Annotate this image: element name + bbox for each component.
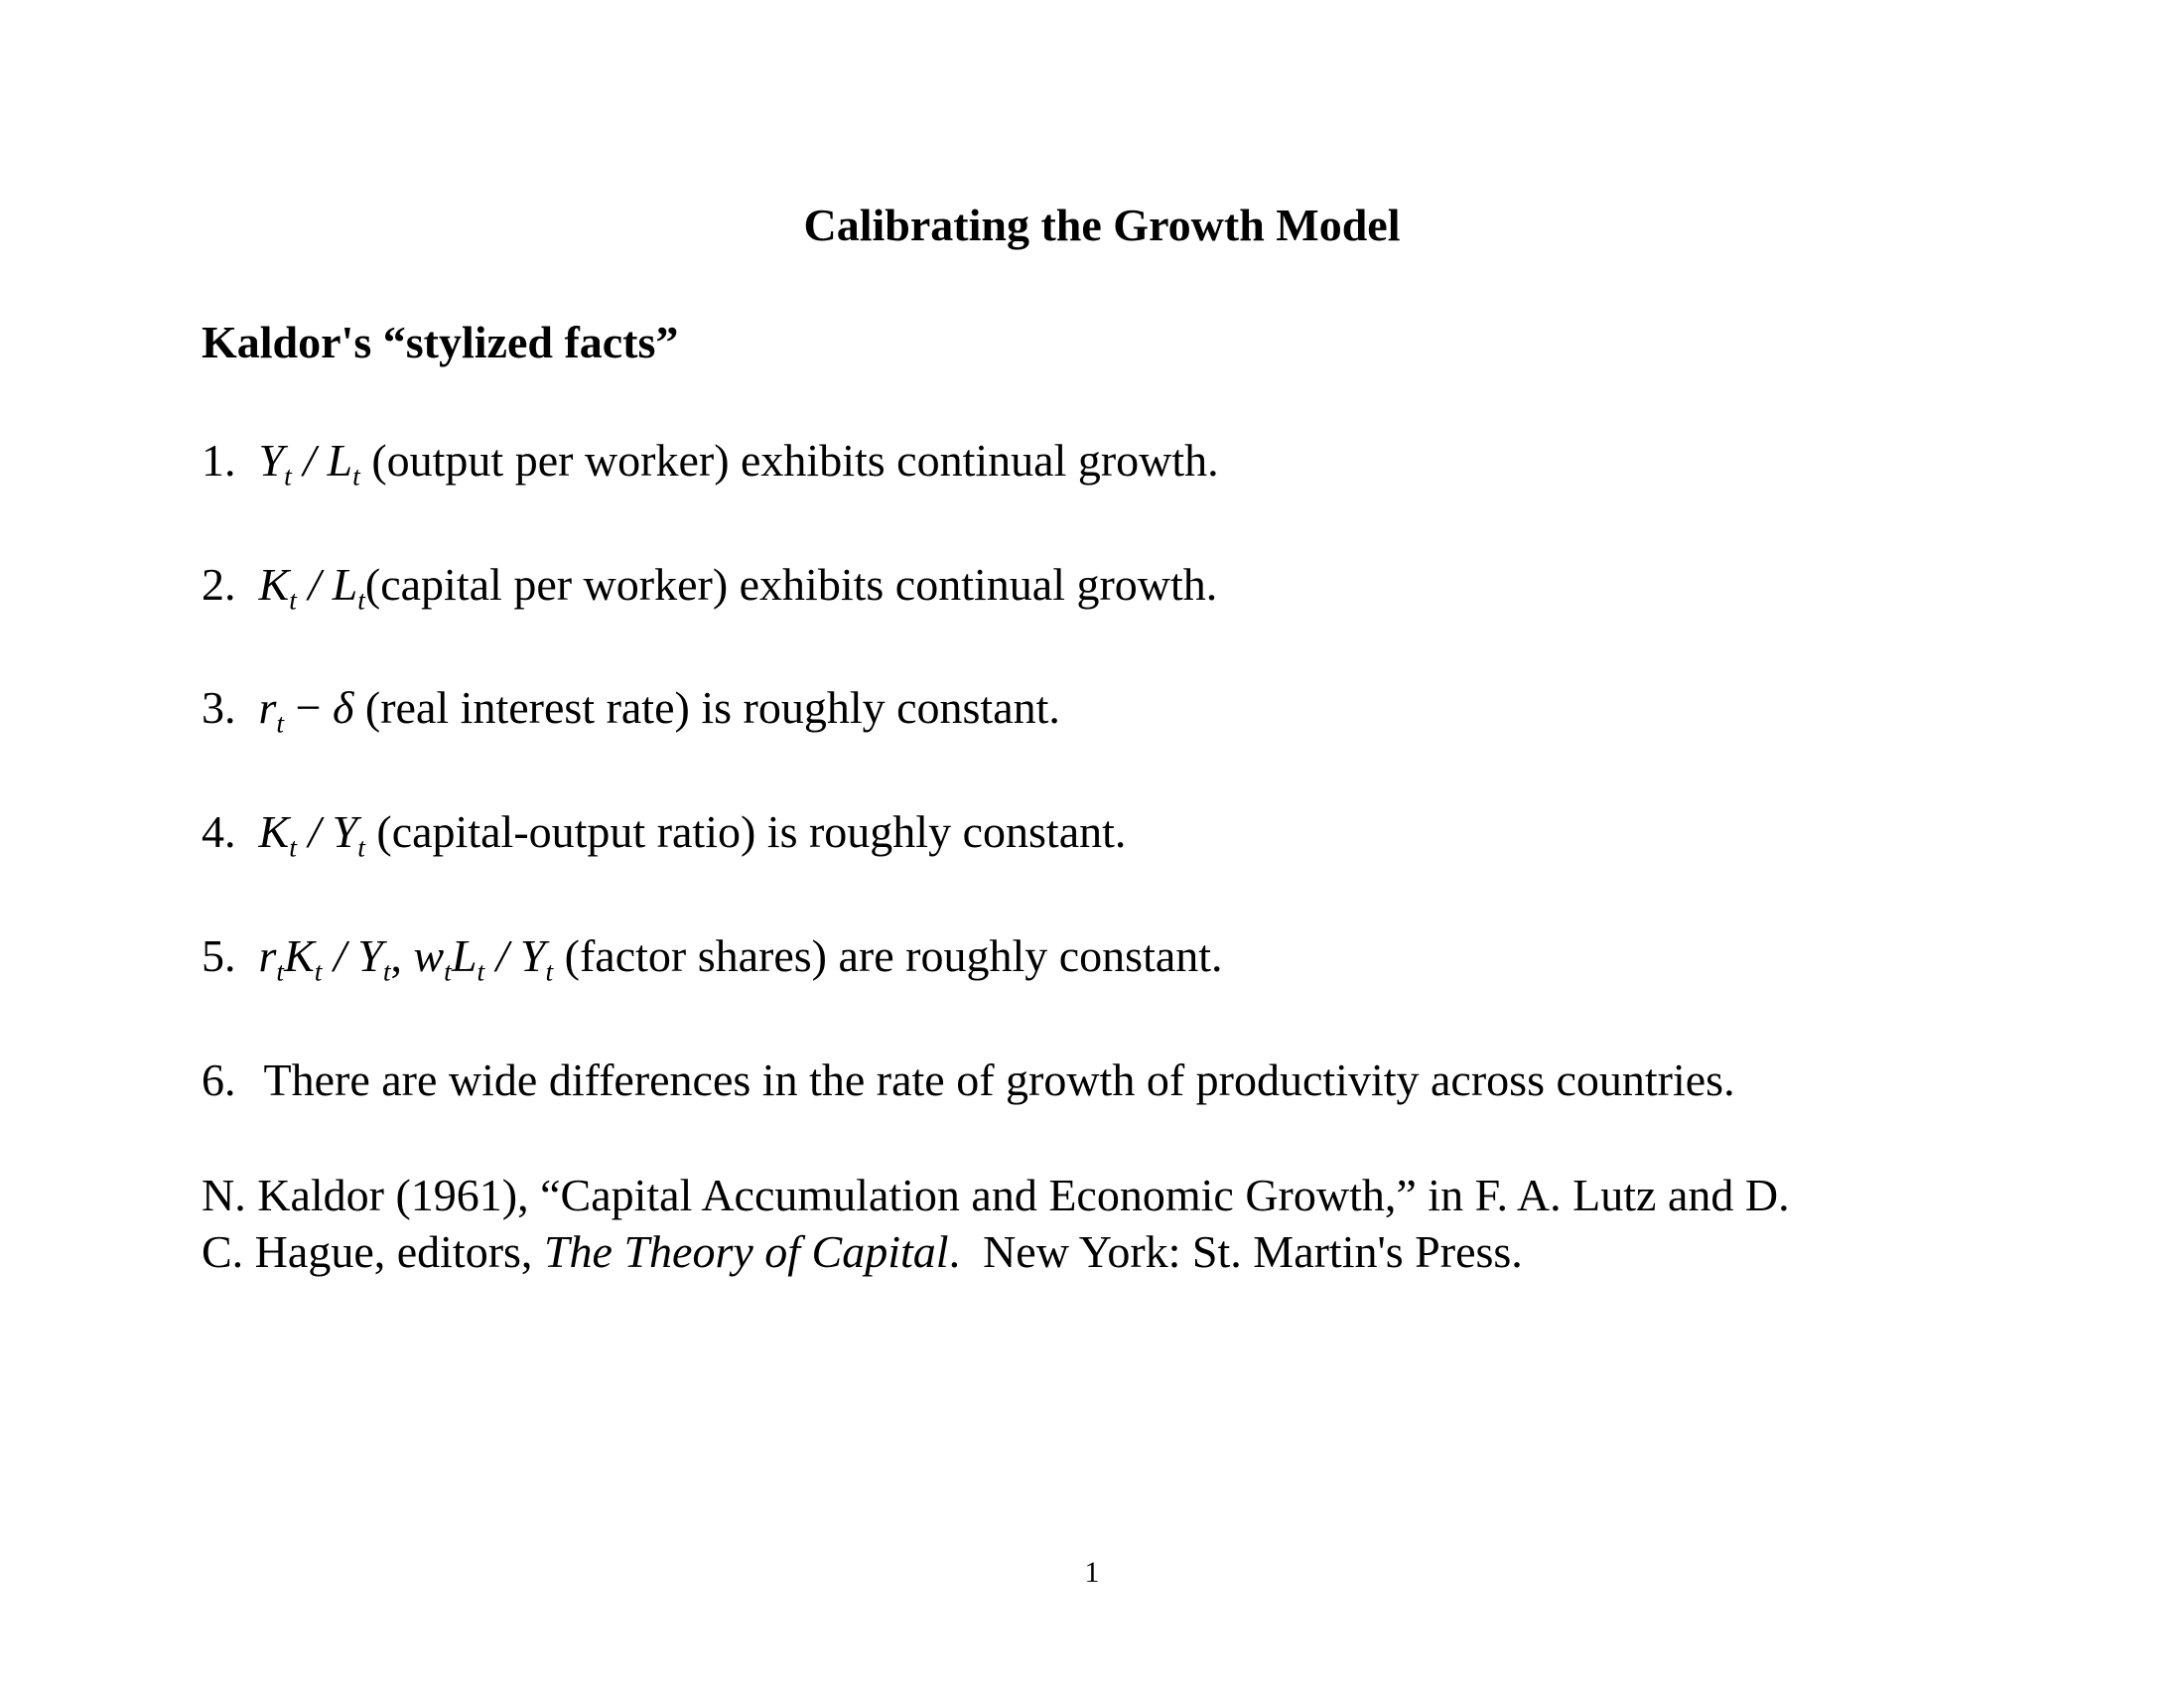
fact-text: (output per worker) exhibits continual growth.: [359, 435, 1219, 486]
fact-text: (capital-output ratio) is roughly constant.: [364, 806, 1127, 857]
fact-number: 5.: [202, 930, 236, 981]
fact-number: 1.: [202, 435, 236, 486]
fact-text: (factor shares) are roughly constant.: [553, 930, 1223, 981]
reference-line-1: N. Kaldor (1961), “Capital Accumulation and Economic Growth,” in F. A. Lutz and D.: [202, 1170, 1790, 1220]
fact-item-5: [202, 930, 1223, 987]
fact-item-2: [202, 559, 1218, 616]
fact-formula: $r_tK_t / Y_t$, $w_tL_t / Y_t$: [247, 930, 554, 987]
fact-number: 3.: [202, 682, 236, 733]
reference-suffix: . New York: St. Martin's Press.: [948, 1226, 1523, 1277]
section-heading: Kaldor's “stylized facts”: [202, 317, 679, 367]
page-title: Calibrating the Growth Model: [803, 200, 1401, 250]
fact-item-3: [202, 682, 1060, 739]
fact-formula: $K_t / L_t$: [247, 559, 365, 616]
fact-number: 2.: [202, 559, 236, 610]
reference-book-title: The Theory of Capital: [543, 1226, 949, 1277]
fact-formula: $K_t / Y_t$: [247, 806, 365, 863]
fact-number: 4.: [202, 806, 236, 857]
fact-item-1: [202, 435, 1219, 492]
fact-text: (real interest rate) is roughly constant.: [353, 682, 1060, 733]
fact-text: (capital per worker) exhibits continual growth.: [364, 559, 1218, 610]
fact-number: 6.: [202, 1055, 236, 1105]
fact-formula: $Y_t / L_t$: [247, 435, 360, 492]
fact-item-4: [202, 806, 1127, 863]
page-number: 1: [1084, 1556, 1100, 1589]
reference-line-2: [202, 1226, 1523, 1277]
fact-item-6: [202, 1057, 1735, 1103]
fact-text: There are wide differences in the rate of growth of productivity across countries.: [263, 1055, 1735, 1105]
fact-formula: $r_t - \delta$: [247, 682, 354, 739]
reference-prefix: C. Hague, editors,: [202, 1226, 544, 1277]
